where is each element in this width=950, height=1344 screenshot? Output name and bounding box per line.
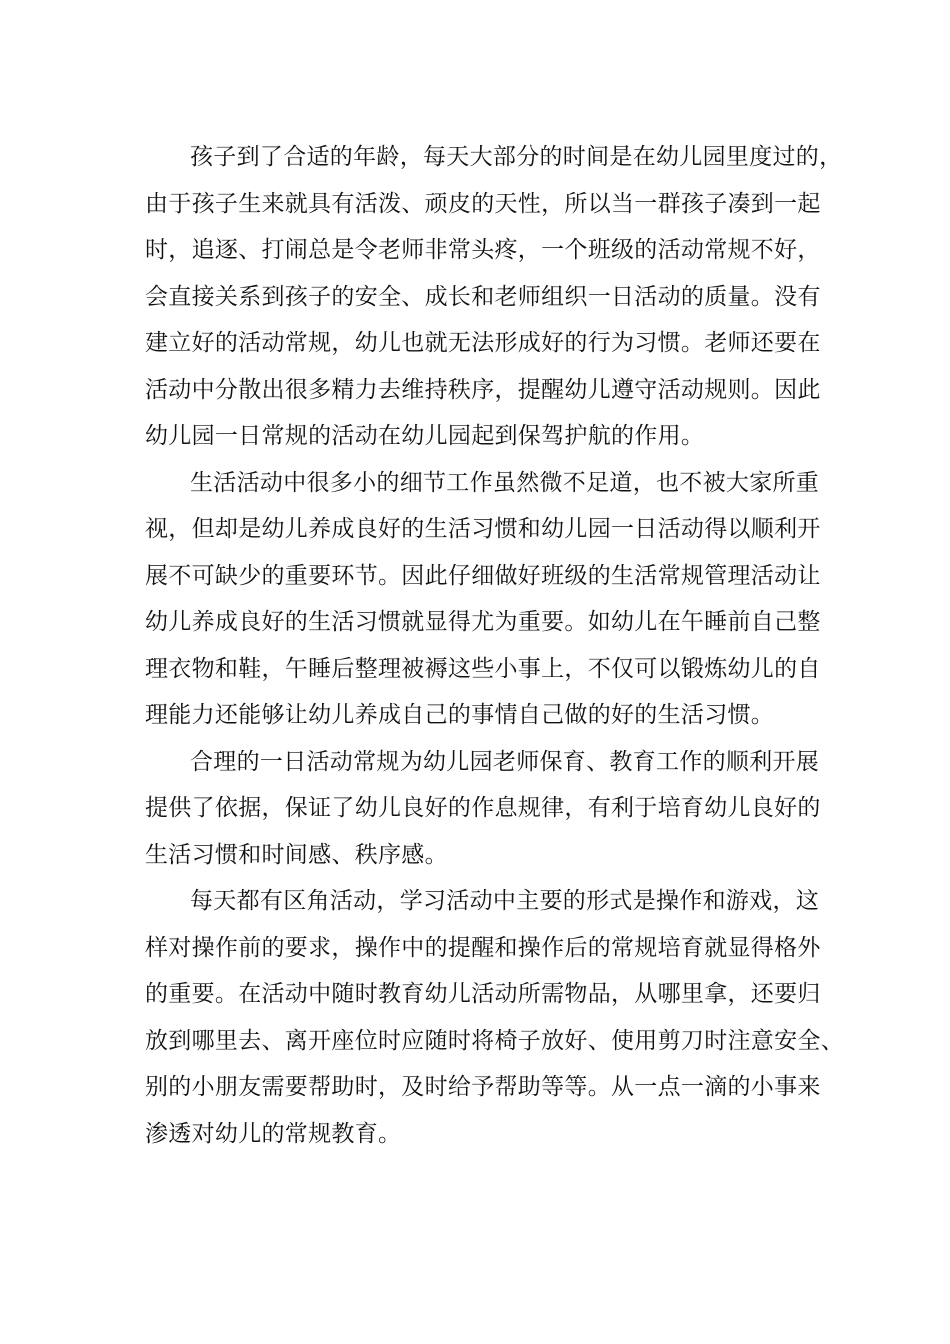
paragraph-line: 孩子到了合适的年龄，每天大部分的时间是在幼儿园里度过的，: [190, 144, 843, 170]
paragraph-line: 幼儿园一日常规的活动在幼儿园起到保驾护航的作用。: [145, 423, 705, 449]
paragraph-line: 的重要。在活动中随时教育幼儿活动所需物品，从哪里拿，还要归: [145, 981, 821, 1007]
paragraph-1: [145, 134, 843, 460]
paragraph-line: 理能力还能够让幼儿养成自己的事情自己做的好的生活习惯。: [145, 702, 775, 728]
paragraph-line: 合理的一日活动常规为幼儿园老师保育、教育工作的顺利开展: [190, 748, 820, 775]
paragraph-line: 渗透对幼儿的常规教育。: [145, 1120, 402, 1147]
paragraph-line: 别的小朋友需要帮助时，及时给予帮助等等。从一点一滴的小事来: [145, 1074, 821, 1100]
paragraph-line: 视，但却是幼儿养成良好的生活习惯和幼儿园一日活动得以顺利开: [145, 516, 821, 542]
paragraph-line: 提供了依据，保证了幼儿良好的作息规律，有利于培育幼儿良好的: [145, 795, 821, 821]
paragraph-line: 样对操作前的要求，操作中的提醒和操作后的常规培育就显得格外: [145, 934, 821, 961]
paragraph-3: [145, 739, 821, 879]
paragraph-line: 放到哪里去、离开座位时应随时将椅子放好、使用剪刀时注意安全、: [145, 1027, 844, 1054]
paragraph-line: 活动中分散出很多精力去维持秩序，提醒幼儿遵守活动规则。因此: [145, 376, 821, 403]
document-body: [145, 134, 844, 1157]
paragraph-line: 幼儿养成良好的生活习惯就显得尤为重要。如幼儿在午睡前自己整: [145, 609, 821, 635]
paragraph-line: 建立好的活动常规，幼儿也就无法形成好的行为习惯。老师还要在: [145, 330, 821, 356]
paragraph-line: 理衣物和鞋，午睡后整理被褥这些小事上，不仅可以锻炼幼儿的自: [145, 655, 821, 682]
paragraph-line: 生活习惯和时间感、秩序感。: [145, 841, 448, 868]
paragraph-line: 每天都有区角活动，学习活动中主要的形式是操作和游戏，这: [190, 888, 820, 914]
paragraph-2: [145, 460, 821, 739]
paragraph-line: 生活活动中很多小的细节工作虽然微不足道，也不被大家所重: [190, 469, 820, 496]
paragraph-line: 展不可缺少的重要环节。因此仔细做好班级的生活常规管理活动让: [145, 562, 821, 589]
paragraph-line: 会直接关系到孩子的安全、成长和老师组织一日活动的质量。没有: [145, 283, 821, 310]
paragraph-line: 由于孩子生来就具有活泼、顽皮的天性，所以当一群孩子凑到一起: [145, 190, 821, 217]
paragraph-4: [145, 878, 844, 1157]
paragraph-line: 时，追逐、打闹总是令老师非常头疼，一个班级的活动常规不好，: [145, 237, 821, 263]
